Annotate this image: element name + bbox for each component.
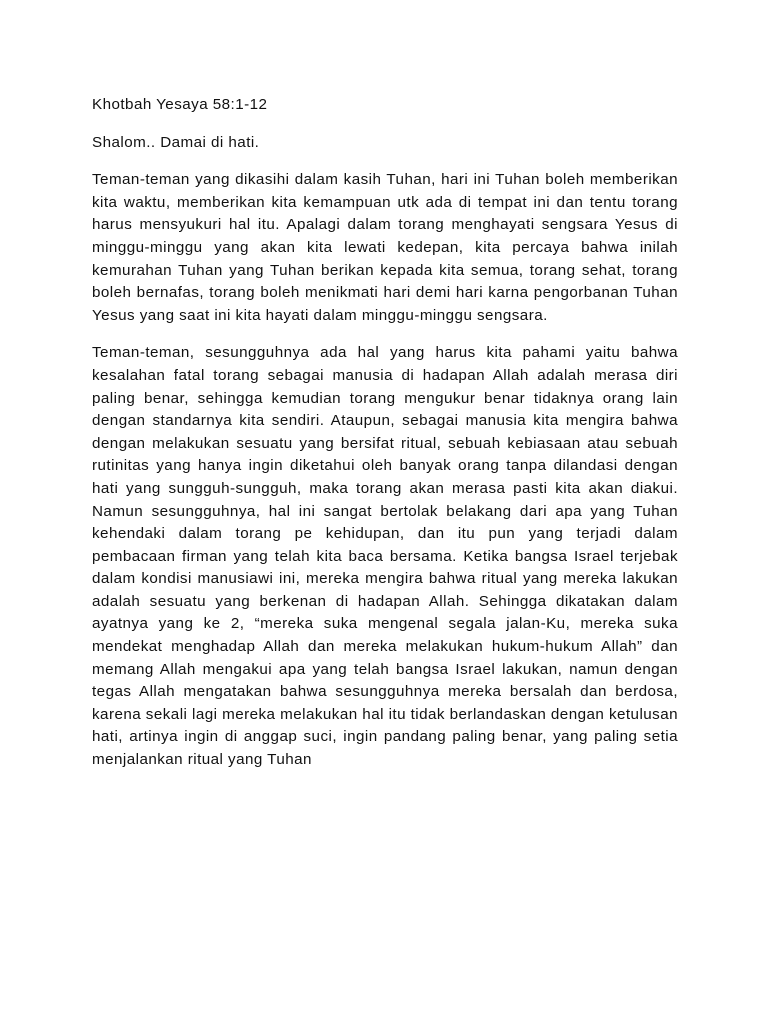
document-page — [92, 94, 678, 787]
paragraph-2: Teman-teman, sesungguhnya ada hal yang harus kita pahami yaitu bahwa kesalahan fatal torang sebagai manusia di hadapan Allah adalah merasa diri paling benar, sehingga kemudian torang mengukur benar tidaknya orang lain dengan standarnya kita sendiri. Ataupun, sebagai manusia kita mengira bahwa dengan melakukan sesuatu yang bersifat ritual, sebuah kebiasaan atau sebuah rutinitas yang hanya ingin diketahui oleh banyak orang tanpa dilandasi dengan hati yang sungguh-sungguh, maka torang akan merasa pasti kita akan diakui. Namun sesungguhnya, hal ini sangat bertolak belakang dari apa yang Tuhan kehendaki dalam torang pe kehidupan, dan itu pun yang terjadi dalam pembacaan firman yang telah kita baca bersama. Ketika bangsa Israel terjebak dalam kondisi manusiawi ini, mereka mengira bahwa ritual yang mereka lakukan adalah sesuatu yang berkenan di hadapan Allah. Sehingga dikatakan dalam ayatnya yang ke 2, “mereka suka mengenal segala jalan-Ku, mereka suka mendekat menghadap Allah dan mereka melakukan hukum-hukum Allah” dan memang Allah mengakui apa yang telah bangsa Israel lakukan, namun dengan tegas Allah mengatakan bahwa sesungguhnya mereka bersalah dan berdosa, karena sekali lagi mereka melakukan hal itu tidak berlandaskan dengan ketulusan hati, artinya ingin di anggap suci, ingin pandang paling benar, yang paling setia menjalankan ritual yang Tuhan — [92, 344, 679, 769]
greeting-line: Shalom.. Damai di hati. — [92, 133, 260, 151]
document-title: Khotbah Yesaya 58:1-12 — [92, 96, 268, 113]
paragraph-1: Teman-teman yang dikasihi dalam kasih Tuhan, hari ini Tuhan boleh memberikan kita waktu, memberikan kita kemampuan utk ada di tempat ini dan tentu torang harus mensyukuri hal itu. Apalagi dalam torang menghayati sengsara Yesus di minggu-minggu yang akan kita lewati kedepan, kita percaya bahwa inilah kemurahan Tuhan yang Tuhan berikan kepada kita semua, torang sehat, torang boleh bernafas, torang boleh menikmati hari demi hari karna pengorbanan Tuhan Yesus yang saat ini kita hayati dalam minggu-minggu sengsara. — [92, 171, 678, 324]
